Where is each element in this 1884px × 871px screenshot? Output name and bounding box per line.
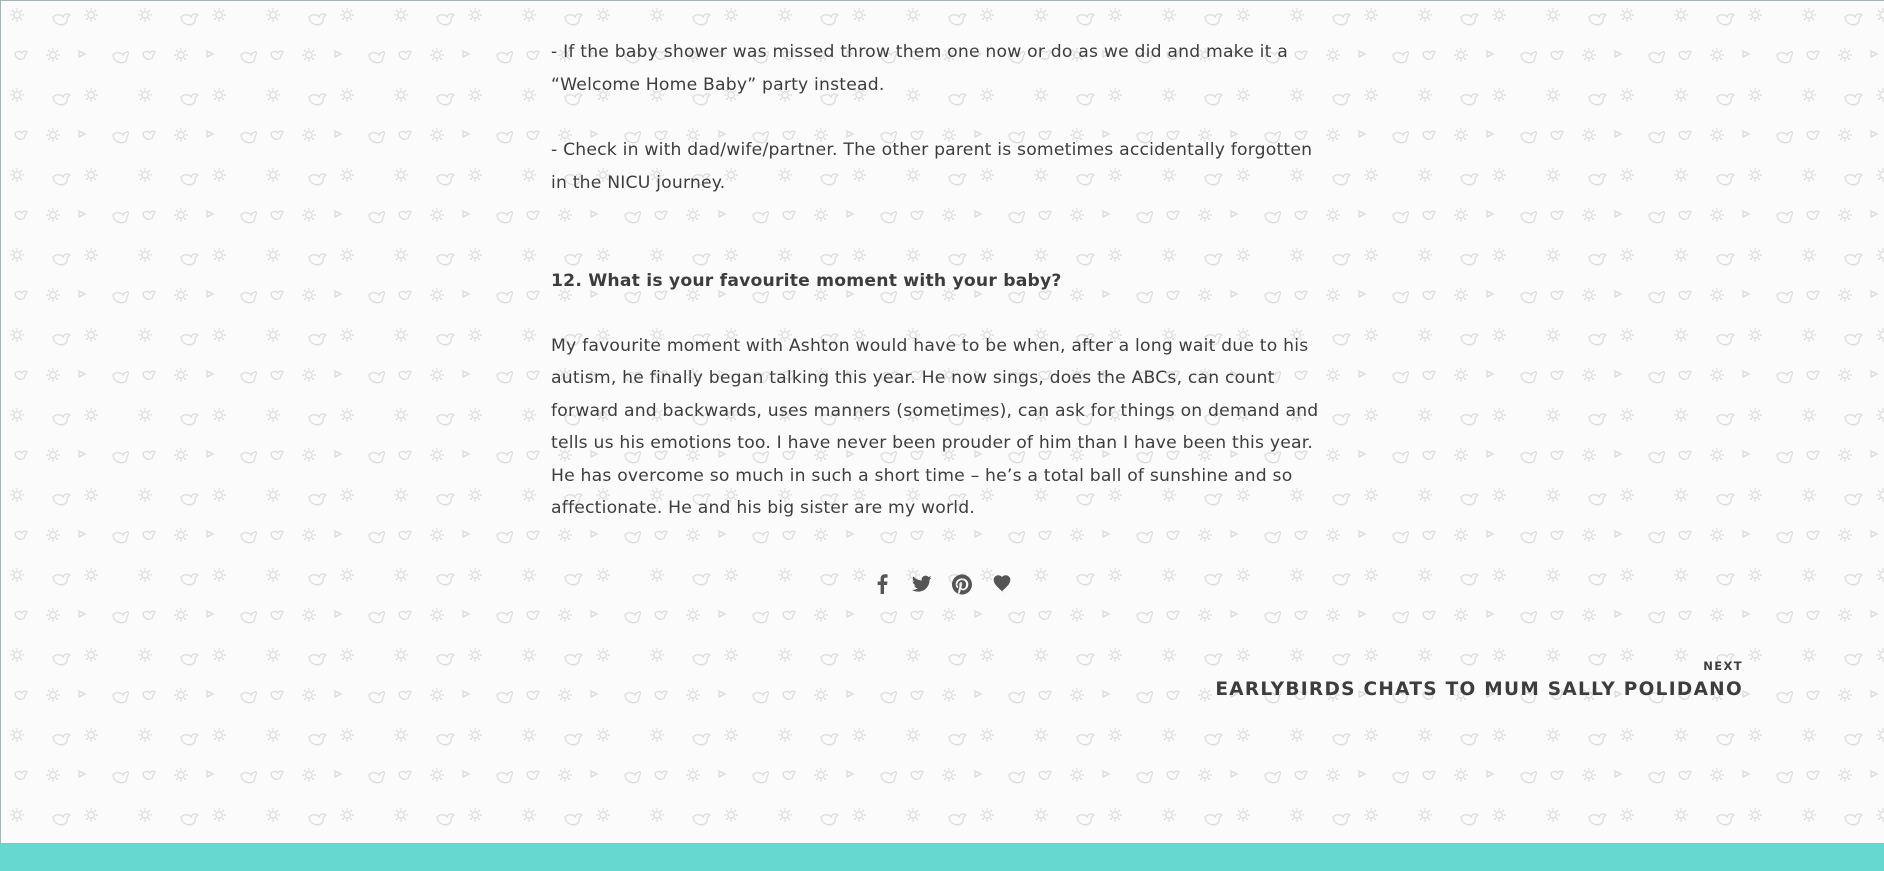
article-paragraph: - If the baby shower was missed throw them one now or do as we did and make it a “Welcome Home Baby” party instead. — [551, 42, 1288, 95]
article-paragraph: - Check in with dad/wife/partner. The other parent is sometimes accidentally forgotten in the NICU journey. — [551, 140, 1313, 193]
next-label: NEXT — [1703, 659, 1743, 673]
footer-bar — [0, 843, 1884, 871]
interview-question: 12. What is your favourite moment with your baby? — [551, 271, 1062, 291]
twitter-icon[interactable] — [912, 571, 932, 597]
heart-icon[interactable] — [992, 571, 1012, 597]
interview-answer: My favourite moment with Ashton would have to be when, after a long wait due to his autism, he finally began talking this year. He now sings, does the ABCs, can count forward and backwards, uses manners (sometimes), can ask for things on demand and tells us his emotions too. I have never been prouder of him than I have been this year. He has overcome so much in such a short time – he’s a total ball of sunshine and so affectionate. He and his big sister are my world. — [551, 335, 1319, 518]
next-post-title[interactable]: EARLYBIRDS CHATS TO MUM SALLY POLIDANO — [1215, 679, 1743, 700]
article-body — [551, 36, 1331, 525]
facebook-icon[interactable] — [872, 571, 892, 597]
pinterest-icon[interactable] — [952, 571, 972, 597]
share-bar — [872, 571, 1012, 597]
next-post-link[interactable] — [1215, 659, 1743, 701]
